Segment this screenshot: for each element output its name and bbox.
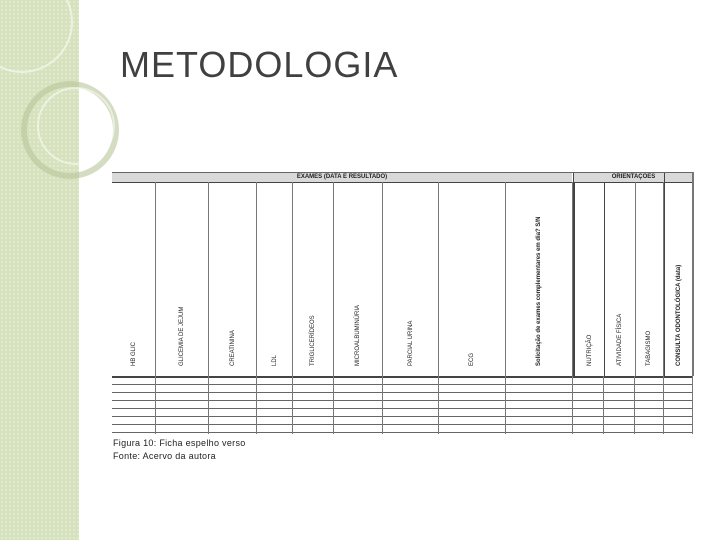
column-parcial-urina (383, 182, 439, 376)
column-hb-glic (112, 182, 156, 376)
group-header-exams: EXAMES (DATA E RESULTADO) (112, 172, 572, 183)
column-label: TABAGISMO (646, 330, 652, 366)
column-label: Solicitação de exames complementares em dia? S/N (536, 216, 542, 366)
table-col-line (292, 376, 293, 434)
table-row-line (112, 384, 692, 385)
column-label: HB GLIC (130, 341, 137, 366)
column-label: GLICEMIA DE JEJUM (179, 306, 185, 366)
column-label: LDL (271, 354, 278, 366)
column-nutricao (573, 182, 605, 376)
decorative-circles (0, 0, 160, 200)
table-col-line (438, 376, 439, 434)
column-ecg (439, 182, 506, 376)
table-row-line (112, 400, 692, 401)
form-table-image (112, 172, 704, 434)
table-col-line (634, 376, 635, 434)
column-atividade-fisica (604, 182, 636, 376)
table-col-line (155, 376, 156, 434)
column-consulta-odontologica (664, 172, 694, 376)
table-col-line (208, 376, 209, 434)
table-col-line (603, 376, 604, 434)
column-label: CONSULTA ODONTOLÓGICA (data) (676, 264, 682, 366)
figure-caption: Figura 10: Ficha espelho verso (113, 438, 246, 448)
column-triglicerideos (293, 182, 334, 376)
column-label: CREATININA (229, 330, 236, 366)
figure-source: Fonte: Acervo da autora (113, 451, 216, 461)
column-exames-complementares (506, 182, 573, 376)
header-bottom-border (112, 376, 692, 378)
table-row-line (112, 432, 692, 433)
page-title: METODOLOGIA (120, 44, 399, 85)
column-creatinina (209, 182, 257, 376)
column-label: MICROALBUMINÚRIA (355, 304, 361, 366)
table-col-line (663, 376, 664, 434)
group-header-orientations: ORIENTAÇÕES (573, 172, 693, 183)
column-label: TRIGLICERÍDEOS (310, 315, 316, 366)
table-col-line (692, 172, 693, 434)
column-glicemia (156, 182, 209, 376)
table-col-line (505, 376, 506, 434)
table-row-line (112, 408, 692, 409)
column-ldl (257, 182, 293, 376)
column-microalbuminuria (334, 182, 383, 376)
column-label: NUTRIÇÃO (586, 334, 593, 366)
table-border-top (112, 172, 692, 173)
table-row-line (112, 416, 692, 417)
column-label: ECG (469, 352, 475, 366)
table-col-line (572, 376, 573, 434)
table-col-line (333, 376, 334, 434)
column-label: PARCIAL URINA (407, 320, 414, 366)
table-col-line (382, 376, 383, 434)
table-col-line (256, 376, 257, 434)
table-row-line (112, 424, 692, 425)
column-tabagismo (635, 182, 664, 376)
column-label: ATIVIDADE FÍSICA (617, 313, 623, 366)
table-row-line (112, 392, 692, 393)
